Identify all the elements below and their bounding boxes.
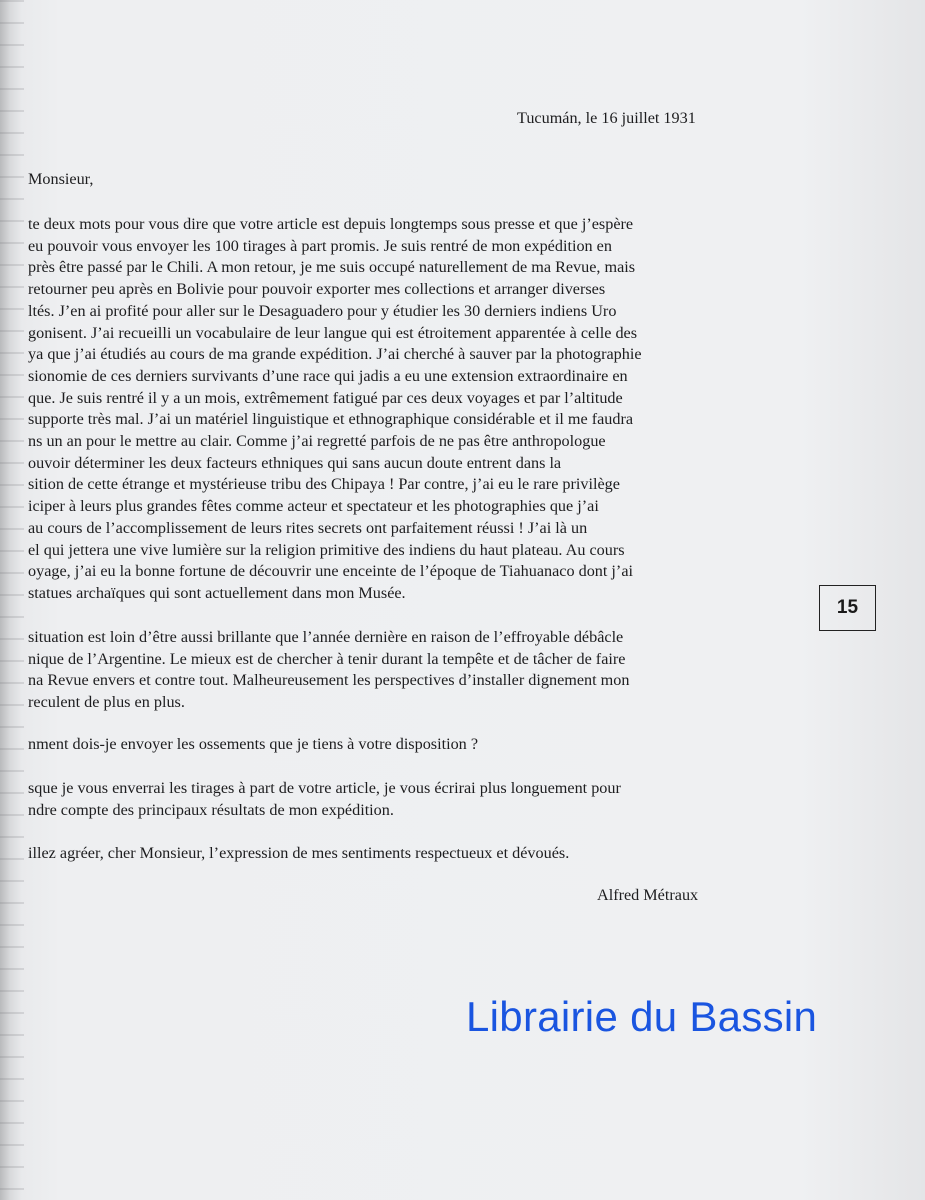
text-line: eu pouvoir vous envoyer les 100 tirages à part promis. Je suis rentré de mon expédition en — [28, 236, 612, 255]
text-line: statues archaïques qui sont actuellement dans mon Musée. — [28, 583, 406, 602]
text-line: ouvoir déterminer les deux facteurs ethniques qui sans aucun doute entrent dans la — [28, 453, 562, 472]
text-line: près être passé par le Chili. A mon retour, je me suis occupé naturellement de ma Revue, mais — [28, 258, 636, 277]
text-line: ndre compte des principaux résultats de mon expédition. — [28, 800, 394, 819]
letter-paragraph-4 — [28, 778, 728, 821]
text-line: nment dois-je envoyer les ossements que je tiens à votre disposition ? — [28, 735, 479, 753]
text-line: reculent de plus en plus. — [28, 693, 185, 712]
text-line: sition de cette étrange et mystérieuse tribu des Chipaya ! Par contre, j’ai eu le rare privilège — [28, 475, 620, 494]
text-line: iciper à leurs plus grandes fêtes comme acteur et spectateur et les photographies que j’ai — [28, 497, 599, 516]
text-line: sque je vous enverrai les tirages à part de votre article, je vous écrirai plus longuement pour — [28, 779, 621, 797]
book-spine-shadow — [0, 0, 24, 1200]
letter-closing — [28, 843, 728, 865]
letter-salutation: Monsieur, — [28, 170, 94, 188]
text-line: te deux mots pour vous dire que votre article est depuis longtemps sous presse et que j’espère — [28, 215, 634, 233]
letter-paragraph-1 — [28, 214, 728, 605]
text-line: ya que j’ai étudiés au cours de ma grande expédition. J’ai cherché à sauver par la photographie — [28, 345, 642, 364]
text-line: ns un an pour le mettre au clair. Comme j’ai regretté parfois de ne pas être anthropologue — [28, 432, 606, 451]
text-line: gonisent. J’ai recueilli un vocabulaire de leur langue qui est étroitement apparentée à celle des — [28, 323, 638, 342]
text-line: oyage, j’ai eu la bonne fortune de découvrir une enceinte de l’époque de Tiahuanaco dont j’ai — [28, 562, 634, 581]
text-line: na Revue envers et contre tout. Malheureusement les perspectives d’installer dignement mon — [28, 671, 630, 690]
letter-paragraph-3 — [28, 734, 728, 756]
text-line: ltés. J’en ai profité pour aller sur le Desaguadero pour y étudier les 30 derniers indiens Uro — [28, 301, 617, 320]
letter-date: Tucumán, le 16 juillet 1931 — [517, 109, 696, 127]
text-line: que. Je suis rentré il y a un mois, extrêmement fatigué par ces deux voyages et par l’altitude — [28, 388, 623, 407]
letter-paragraph-2 — [28, 627, 728, 714]
text-line: el qui jettera une vive lumière sur la religion primitive des indiens du haut plateau. Au cours — [28, 540, 625, 559]
text-line: supporte très mal. J’ai un matériel linguistique et ethnographique considérable et il me faudra — [28, 410, 634, 429]
text-line: retourner peu après en Bolivie pour pouvoir exporter mes collections et arranger diverses — [28, 280, 606, 299]
text-line: sionomie de ces derniers survivants d’une race qui jadis a eu une extension extraordinaire en — [28, 366, 628, 385]
letter-signature: Alfred Métraux — [597, 886, 699, 904]
text-line: au cours de l’accomplissement de leurs rites secrets ont parfaitement réussi ! J’ai là un — [28, 518, 588, 537]
text-line: nique de l’Argentine. Le mieux est de chercher à tenir durant la tempête et de tâcher de faire — [28, 649, 626, 668]
text-line: situation est loin d’être aussi brillante que l’année dernière en raison de l’effroyable débâcle — [28, 628, 624, 646]
watermark-text: Librairie du Bassin — [466, 993, 818, 1040]
page-number-box: 15 — [819, 585, 876, 631]
text-line: illez agréer, cher Monsieur, l’expression de mes sentiments respectueux et dévoués. — [28, 844, 570, 862]
